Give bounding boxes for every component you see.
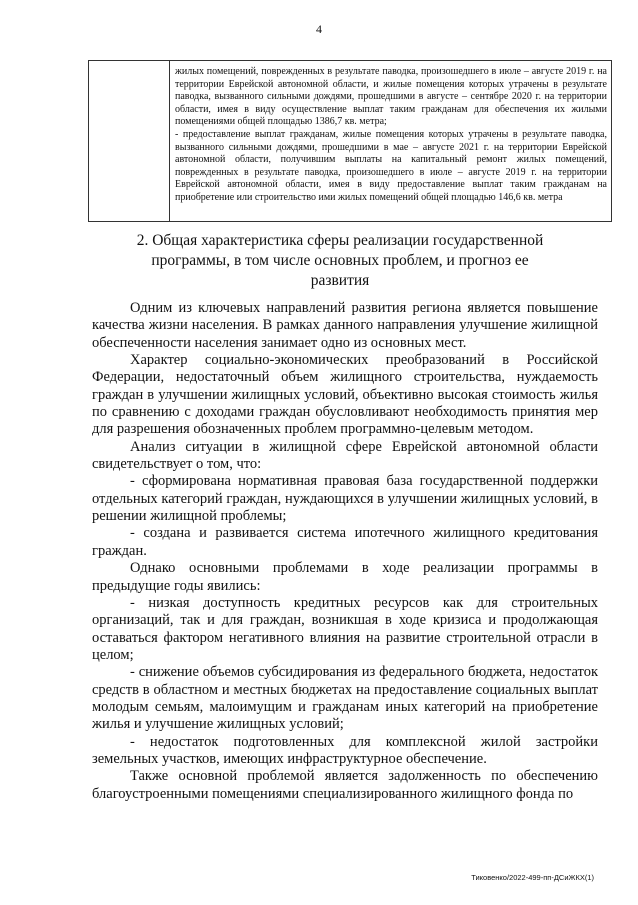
table-column-divider	[169, 61, 170, 221]
paragraph: Анализ ситуации в жилищной сфере Еврейской автономной области свидетельствует о том, что:	[92, 438, 598, 473]
paragraph: Одним из ключевых направлений развития региона является повышение качества жизни населения. В рамках данного направления улучшение жилищной обеспеченности населения занимает одно из основных мест.	[92, 300, 598, 351]
list-item: - создана и развивается система ипотечного жилищного кредитования граждан.	[92, 525, 598, 559]
section-heading: 2. Общая характеристика сферы реализации государственной программы, в том числе основных проблем, и прогноз ее развития	[136, 232, 544, 289]
body-text	[92, 300, 598, 803]
list-item: - сформирована нормативная правовая база государственной поддержки отдельных категорий граждан, нуждающихся в улучшении жилищных условий, в решении жилищной проблемы;	[92, 473, 598, 525]
paragraph: Характер социально-экономических преобразований в Российской Федерации, недостаточный объем жилищного строительства, нуждаемость граждан в улучшении жилищных условий, объективно высокая стоимость жилья по сравнению с доходами граждан обусловливают необходимость принятия мер для разрешения обозначенных проблем программно-целевым методом.	[92, 352, 598, 438]
paragraph: Также основной проблемой является задолженность по обеспечению благоустроенными помещениями специализированного жилищного фонда по	[92, 768, 598, 802]
list-item: - снижение объемов субсидирования из федерального бюджета, недостаток средств в областном и местных бюджетах на предоставление социальных выплат молодым семьям, малоимущим и гражданам иных категорий на приобретение жилья и улучшение жилищных условий;	[92, 664, 598, 733]
paragraph: Однако основными проблемами в ходе реализации программы в предыдущие годы явились:	[92, 560, 598, 594]
continued-table	[88, 60, 612, 222]
table-cell-line: жилых помещений, поврежденных в результате паводка, произошедшего в июле – августе 2019 г. на территории Еврейской автономной области, и жилые помещения которых утрачены в результате паводка, вызванного сильными дождями, прошедшими в августе – сентябре 2020 г. на территории области, имея в виду осуществление выплат таким гражданам для обеспечения их жилыми помещениями общей площадью 1386,7 кв. метра;	[175, 66, 607, 128]
list-item: - низкая доступность кредитных ресурсов как для строительных организаций, так и для граждан, возникшая в ходе кризиса и продолжающая оставаться фактором негативного влияния на развитие строительной отрасли в целом;	[92, 594, 598, 663]
table-cell-line: - предоставление выплат гражданам, жилые помещения которых утрачены в результате паводка, вызванного сильными дождями, прошедшими в мае – августе 2021 г. на территории Еврейской автономной области, получившим выплаты на капитальный ремонт жилых помещений, поврежденных в результате паводка, произошедшего в июле – августе 2019 г. на территории Еврейской автономной области, имея в виду предоставление выплат таким гражданам на приобретение или строительство ими жилых помещений общей площадью 146,6 кв. метра	[175, 128, 607, 203]
list-item: - недостаток подготовленных для комплексной жилой застройки земельных участков, имеющих инфраструктурное обеспечение.	[92, 733, 598, 767]
page-number: 4	[316, 22, 322, 36]
document-code: Тиковенко/2022-499-пп-ДСиЖКХ(1)	[471, 873, 594, 882]
table-cell	[175, 66, 607, 205]
